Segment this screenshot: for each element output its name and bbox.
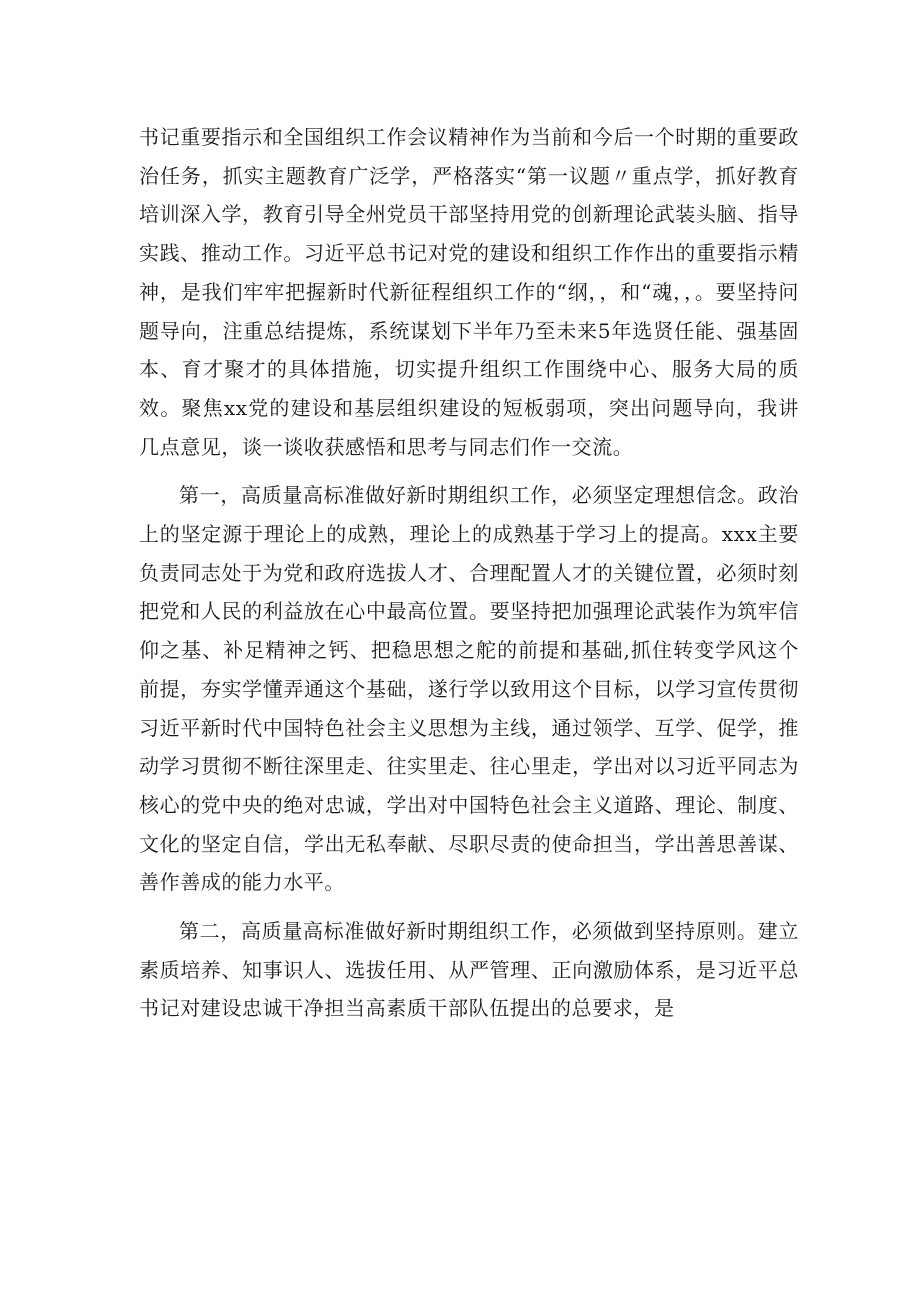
paragraph-first-point: 第一，高质量高标准做好新时期组织工作，必须坚定理想信念。政治上的坚定源于理论上的成熟，理论上的成熟基于学习上的提高。xxx主要负责同志处于为党和政府选拔人才、合理配置人才的关键位置，必须时刻把党和人民的利益放在心中最高位置。要坚持把加强理论武装作为筑牢信仰之基、补足精神之钙、把稳思想之舵的前提和基础,抓住转变学风这个前提，夯实学懂弄通这个基础，遂行学以致用这个目标，以学习宣传贯彻习近平新时代中国特色社会主义思想为主线，通过领学、互学、促学，推动学习贯彻不断往深里走、往实里走、往心里走，学出对以习近平同志为核心的党中央的绝对忠诚，学出对中国特色社会主义道路、理论、制度、文化的坚定自信，学出无私奉献、尽职尽责的使命担当，学出善思善谋、善作善成的能力水平。 [139,483,799,895]
document-body [139,118,799,1028]
paragraph-continued: 书记重要指示和全国组织工作会议精神作为当前和今后一个时期的重要政治任务，抓实主题教育广泛学，严格落实“第一议题〃重点学，抓好教育培训深入学，教育引导全州党员干部坚持用党的创新理论武装头脑、指导实践、推动工作。习近平总书记对党的建设和组织工作作出的重要指示精神，是我们牢牢把握新时代新征程组织工作的“纲，，和“魂，，。要坚持问题导向，注重总结提炼，系统谋划下半年乃至未来5年选贤任能、强基固本、育才聚才的具体措施，切实提升组织工作围绕中心、服务大局的质效。聚焦xx党的建设和基层组织建设的短板弱项，突出问题导向，我讲几点意见，谈一谈收获感悟和思考与同志们作一交流。 [139,125,799,459]
paragraph-second-point: 第二，高质量高标准做好新时期组织工作，必须做到坚持原则。建立素质培养、知事识人、选拔任用、从严管理、正向激励体系，是习近平总书记对建设忠诚干净担当高素质干部队伍提出的总要求，是 [139,919,799,1021]
